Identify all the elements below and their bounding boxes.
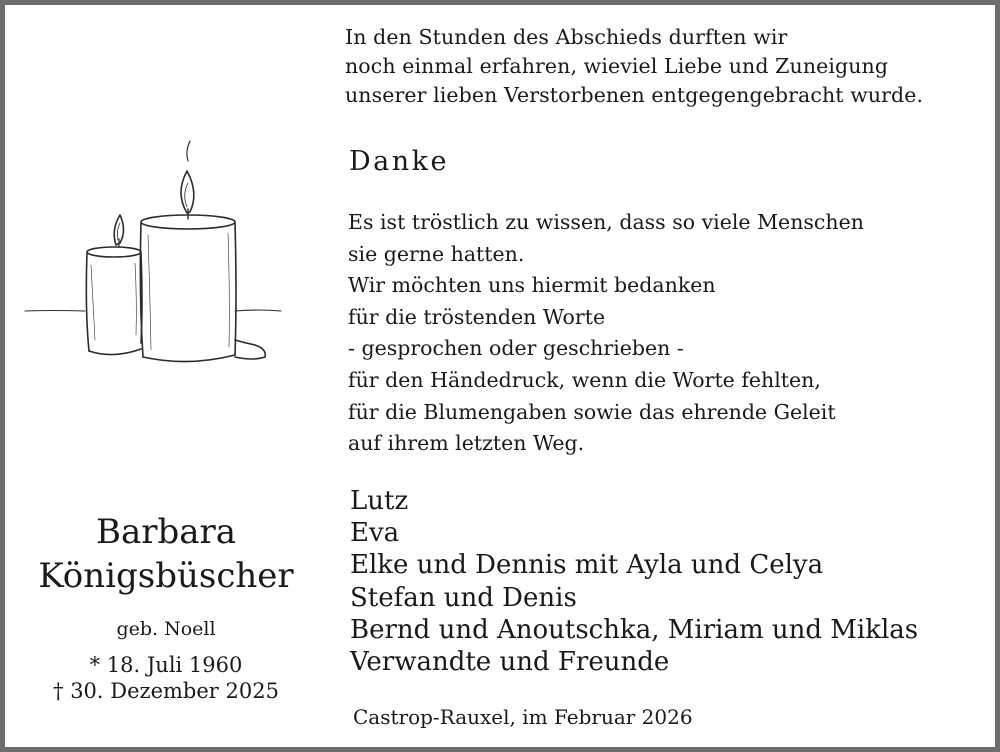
deceased-first-name: Barbara: [95, 512, 237, 552]
deceased-info: [15, 510, 317, 704]
birth-date: * 18. Juli 1960: [89, 653, 243, 677]
message-line: für die Blumengaben sowie das ehrende Geleit: [348, 399, 836, 424]
message-line: - gesprochen oder geschrieben -: [348, 336, 684, 361]
message-line: Wir möchten uns hiermit bedanken: [348, 273, 716, 298]
intro-line: noch einmal erfahren, wieviel Liebe und Zuneigung: [345, 54, 889, 78]
signer-name: Bernd und Anoutschka, Miriam und Miklas: [350, 614, 919, 645]
message-line: Es ist tröstlich zu wissen, dass so viele Menschen: [348, 210, 864, 234]
place-date: Castrop-Rauxel, im Februar 2026: [353, 705, 693, 729]
message-line: für den Händedruck, wenn die Worte fehlten,: [348, 367, 821, 392]
danke-heading: Danke: [349, 146, 449, 177]
life-dates: [15, 652, 317, 704]
birth-name: geb. Noell: [116, 618, 216, 640]
message-line: auf ihrem letzten Weg.: [348, 431, 585, 456]
signer-name: Verwandte und Freunde: [350, 647, 670, 678]
intro-text: [345, 23, 985, 110]
signer-name: Stefan und Denis: [350, 582, 577, 613]
intro-line: unserer lieben Verstorbenen entgegengebracht wurde.: [345, 83, 924, 107]
signer-name: Eva: [350, 518, 400, 549]
message-line: für die tröstenden Worte: [348, 304, 606, 329]
signer-name: Lutz: [350, 486, 409, 516]
death-date: † 30. Dezember 2025: [53, 679, 279, 703]
signers-list: [350, 485, 970, 678]
message-line: sie gerne hatten.: [348, 241, 525, 266]
thanks-message: [348, 207, 968, 460]
candles-sketch-icon: [23, 135, 293, 375]
signer-name: Elke und Dennis mit Ayla und Celya: [350, 550, 824, 581]
deceased-last-name: Königsbüscher: [38, 556, 294, 596]
intro-line: In den Stunden des Abschieds durften wir: [345, 25, 788, 49]
